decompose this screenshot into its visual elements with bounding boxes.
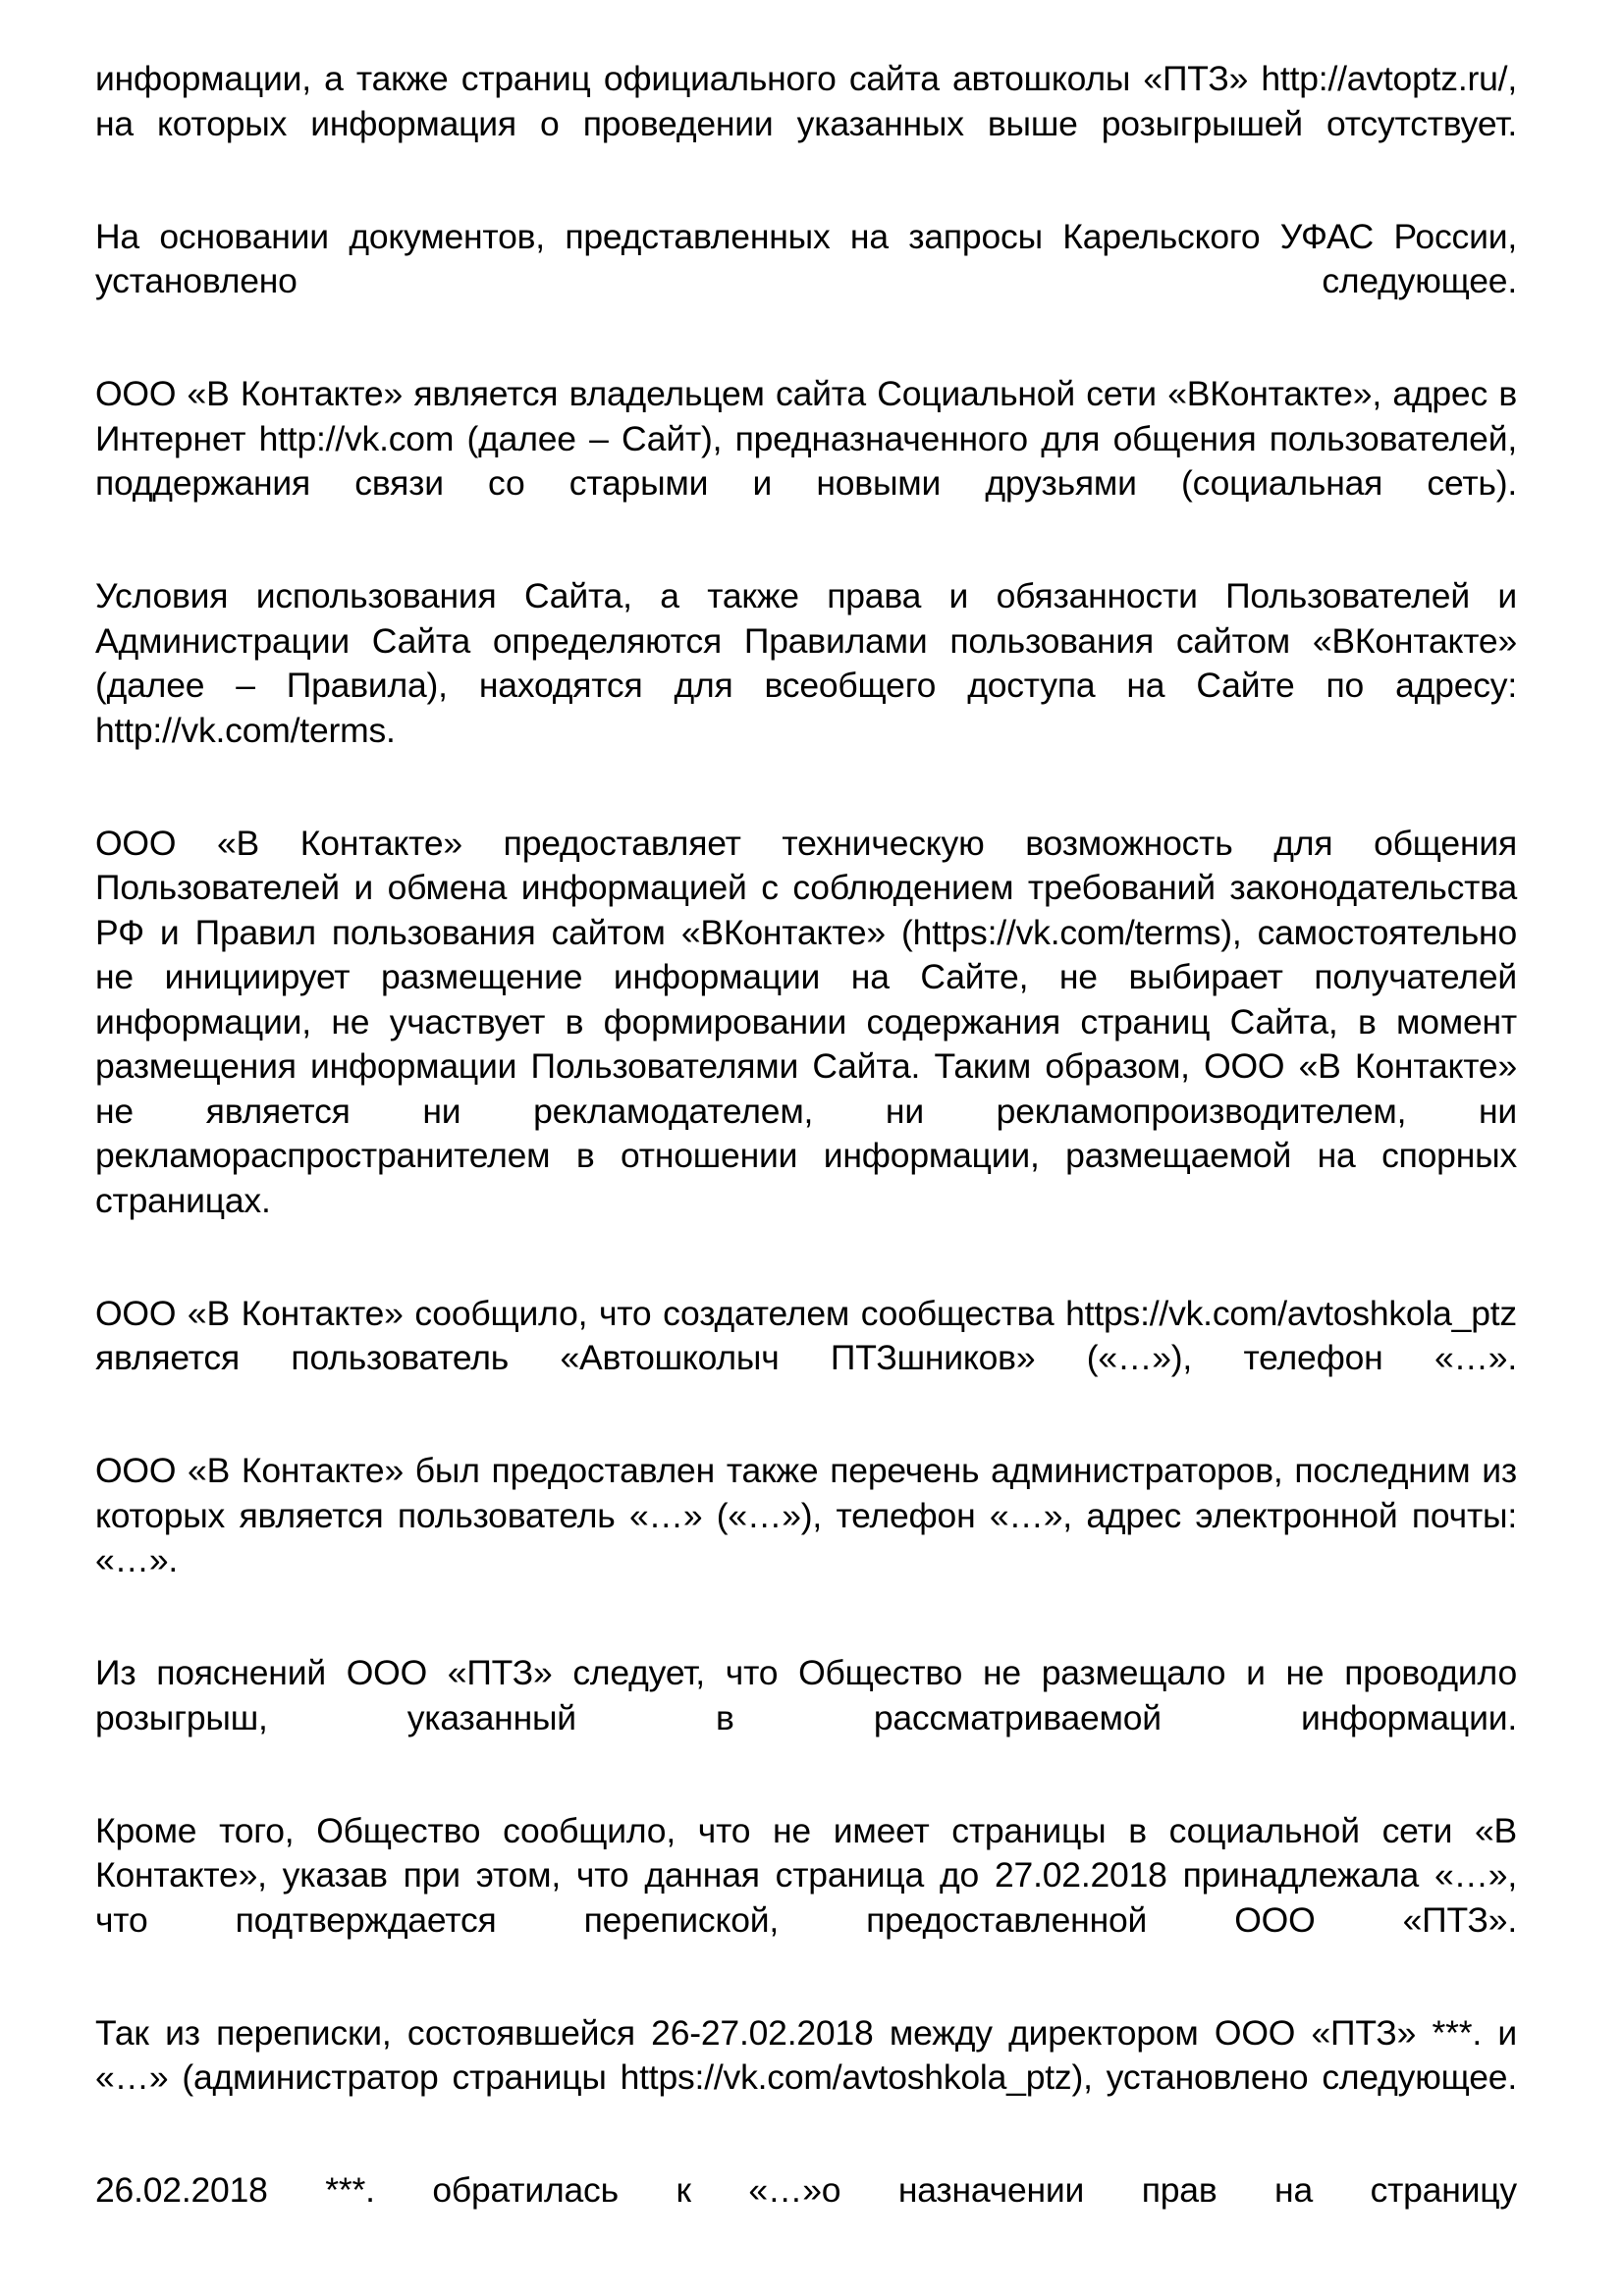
paragraph-avtoptz-site: информации, а также страниц официального сайта автошколы «ПТЗ» http://avtoptz.ru/, на которых информация о проведении указанных выше розыгрышей отсутствует. (95, 59, 1517, 143)
document-body (95, 57, 1517, 2258)
paragraph-terms-of-use: Условия использования Сайта, а также права и обязанности Пользователей и Администрации Сайта определяются Правилами пользования сайтом «ВКонтакте» (далее – Правила), находятся для всеобщего доступа на Сайте по адресу: http://vk.com/terms. (95, 576, 1517, 750)
paragraph-request-rights: 26.02.2018 ***. обратилась к «…»о назначении прав на страницу (95, 2170, 1517, 2210)
paragraph-ufas-documents: На основании документов, представленных на запросы Карельского УФАС России, установлено следующее. (95, 216, 1517, 300)
paragraph-ptz-explanations: Из пояснений ООО «ПТЗ» следует, что Общество не размещало и не проводило розыгрыш, указанный в рассматриваемой информации. (95, 1653, 1517, 1737)
paragraph-vkontakte-owner: ООО «В Контакте» является владельцем сайта Социальной сети «ВКонтакте», адрес в Интернет http://vk.com (далее – Сайт), предназначенного для общения пользователей, поддержания связи со старыми и новыми друзьями (социальная сеть). (95, 374, 1517, 503)
paragraph-correspondence-intro: Так из переписки, состоявшейся 26-27.02.2018 между директором ООО «ПТЗ» ***. и «…» (администратор страницы https://vk.com/avtoshkola_ptz), установлено следующее. (95, 2012, 1517, 2097)
paragraph-community-creator: ООО «В Контакте» сообщило, что создателем сообщества https://vk.com/avtoshkola_ptz является пользователь «Автошколыч ПТЗшников» («…»), телефон «…». (95, 1293, 1517, 1377)
paragraph-administrators-list: ООО «В Контакте» был предоставлен также перечень администраторов, последним из которых является пользователь «…» («…»), телефон «…», адрес электронной почты: «…». (95, 1451, 1517, 1579)
paragraph-no-social-page: Кроме того, Общество сообщило, что не имеет страницы в социальной сети «В Контакте», указав при этом, что данная страница до 27.02.2018 принадлежала «…», что подтверждается перепиской, предоставленной ООО «ПТЗ». (95, 1810, 1517, 1940)
paragraph-technical-capability: ООО «В Контакте» предоставляет техническую возможность для общения Пользователей и обмена информацией с соблюдением требований законодательства РФ и Правил пользования сайтом «ВКонтакте» (https://vk.com/terms), самостоятельно не инициирует размещение информации на Сайте, не выбирает получателей информации, не участвует в формировании содержания страниц Сайта, в момент размещения информации Пользователями Сайта. Таким образом, ООО «В Контакте» не является ни рекламодателем, ни рекламопроизводителем, ни рекламораспространителем в отношении информации, размещаемой на спорных страницах. (95, 823, 1517, 1220)
